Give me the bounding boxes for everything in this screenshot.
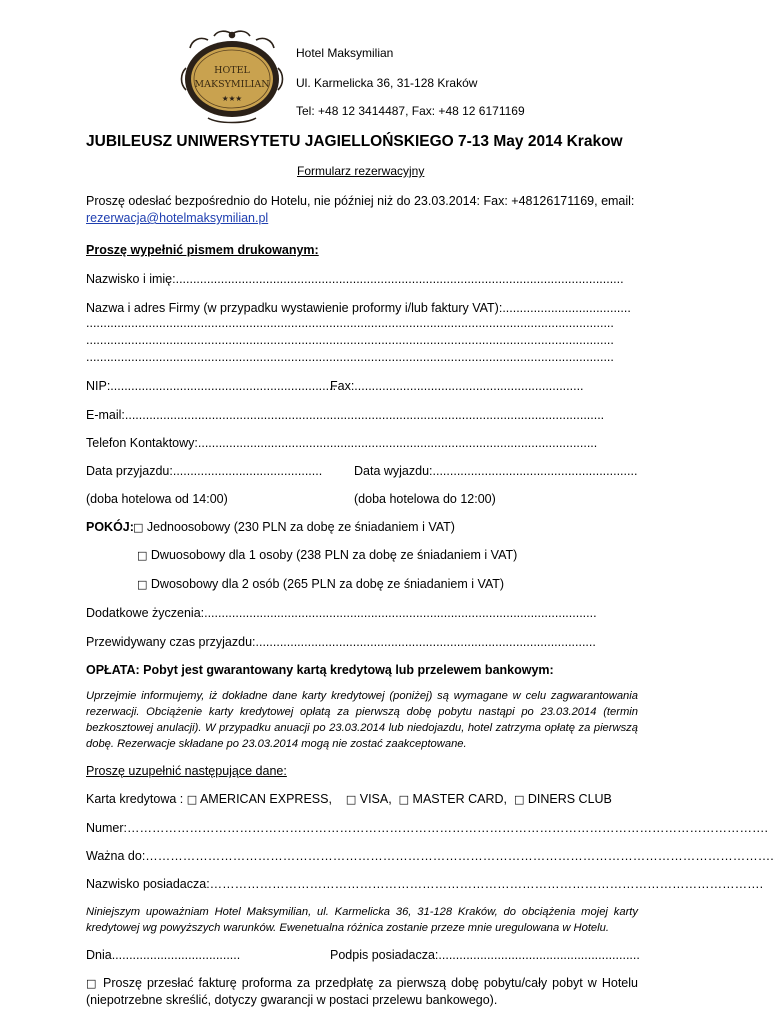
hotel-logo: [178, 28, 286, 128]
logo-line2: MAKSYMILIAN: [194, 79, 270, 90]
phone-field[interactable]: Telefon Kontaktowy:...................................................................................................................: [86, 436, 598, 450]
arrival-date-field[interactable]: Data przyjazdu:...........................................: [86, 464, 323, 478]
name-field[interactable]: Nazwisko i imię:.................................................................................................................................: [86, 272, 624, 286]
company-line-2[interactable]: ........................................................................................................................................................: [86, 333, 614, 347]
room-option-label: Dwosobowy dla 2 osób (265 PLN za dobę ze śniadaniem i VAT): [150, 577, 505, 591]
room-label: POKÓJ:: [86, 520, 134, 534]
card-label: Karta kredytowa :: [86, 792, 184, 806]
checkbox-icon[interactable]: □: [137, 578, 148, 591]
room-option-double[interactable]: [137, 577, 504, 591]
card-valid-field[interactable]: Ważna do:…………………………………………………………………………………………………………………………………….: [86, 849, 774, 863]
hotel-name: Hotel Maksymilian: [296, 46, 394, 60]
card-amex: AMERICAN EXPRESS,: [199, 792, 332, 806]
checkbox-icon[interactable]: □: [398, 793, 410, 806]
company-field[interactable]: Nazwa i adres Firmy (w przypadku wystawienie proformy i/lub faktury VAT):.....................................: [86, 301, 631, 315]
checkbox-icon[interactable]: □: [186, 793, 198, 806]
logo-line1: HOTEL: [214, 65, 250, 76]
card-holder-field[interactable]: Nazwisko posiadacza:…………………………………………………………………………………………………………………….: [86, 877, 764, 891]
nip-field[interactable]: NIP:.................................................................: [86, 379, 337, 393]
departure-date-field[interactable]: Data wyjazdu:...........................................................: [354, 464, 638, 478]
document-title: JUBILEUSZ UNIWERSYTETU JAGIELLOŃSKIEGO 7-13 May 2014 Krakow: [86, 133, 623, 150]
payment-heading: OPŁATA: Pobyt jest gwarantowany kartą kredytową lub przelewem bankowym:: [86, 663, 554, 677]
arrival-note: (doba hotelowa od 14:00): [86, 492, 228, 506]
invoice-request[interactable]: [86, 975, 638, 1009]
email-link[interactable]: rezerwacja@hotelmaksymilian.pl: [86, 211, 269, 225]
card-visa: VISA,: [359, 792, 392, 806]
checkbox-icon[interactable]: □: [137, 549, 148, 562]
checkbox-icon[interactable]: □: [86, 977, 98, 990]
card-number-field[interactable]: Numer:……………………………………………………………………………………………………………………………………….: [86, 821, 768, 835]
room-option-label: Jednoosobowy (230 PLN za dobę ze śniadaniem i VAT): [146, 520, 455, 534]
departure-note: (doba hotelowa do 12:00): [354, 492, 496, 506]
fill-note: Proszę uzupełnić następujące dane:: [86, 764, 287, 778]
card-diners: DINERS CLUB: [527, 792, 612, 806]
room-option-label: Dwuosobowy dla 1 osoby (238 PLN za dobę ze śniadaniem i VAT): [150, 548, 518, 562]
logo-stars: ★★★: [221, 94, 243, 103]
intro-paragraph: [86, 193, 638, 227]
hotel-contact: Tel: +48 12 3414487, Fax: +48 12 6171169: [296, 104, 525, 118]
intro-text: Proszę odesłać bezpośrednio do Hotelu, nie później niż do 23.03.2014: Fax: +48126171169, email:: [86, 194, 635, 208]
fax-field[interactable]: Fax:..................................................................: [330, 379, 584, 393]
room-option-single[interactable]: [133, 520, 455, 534]
checkbox-icon[interactable]: □: [513, 793, 525, 806]
room-option-double-single-use[interactable]: [137, 548, 517, 562]
payment-info: Uprzejmie informujemy, iż dokładne dane karty kredytowej (poniżej) są wymagane w celu zagwarantowania rezerwacji. Obciążenie karty kredytowej opłatą za pierwszą dobę pobytu nastąpi po 23.03.2014 (termin bezkosztowej anulacji). W przypadku anuacji po 23.03.2014 lub niedojazdu, hotel zatrzyma opłatę za pierwszą dobę. Rezerwacje składane po 23.03.2014 mogą nie zostać zaakceptowane.: [86, 690, 638, 750]
company-line-1[interactable]: ........................................................................................................................................................: [86, 316, 614, 330]
card-type-row: [86, 792, 612, 806]
card-mastercard: MASTER CARD,: [412, 792, 507, 806]
arrival-time-field[interactable]: Przewidywany czas przyjazdu:..................................................................................................: [86, 635, 596, 649]
email-field[interactable]: E-mail:..........................................................................................................................................: [86, 408, 605, 422]
form-subtitle: Formularz rezerwacyjny: [297, 164, 425, 178]
print-note: Proszę wypełnić pismem drukowanym:: [86, 243, 319, 257]
invoice-text: Proszę przesłać fakturę proforma za przedpłatę za pierwszą dobę pobytu/cały pobyt w Hotelu (niepotrzebne skreślić, dotyczy gwarancji w postaci przelewu bankowego).: [86, 976, 638, 1007]
signature-field[interactable]: Podpis posiadacza:..........................................................: [330, 948, 640, 962]
authorization-text: Niniejszym upoważniam Hotel Maksymilian, ul. Karmelicka 36, 31-128 Kraków, do obciążenia mojej karty kredytowej wg powyższych warunków. Ewenetualna różnica zostanie przeze mnie uregulowana w Hotelu.: [86, 906, 638, 934]
checkbox-icon[interactable]: □: [345, 793, 357, 806]
company-line-3[interactable]: ........................................................................................................................................................: [86, 350, 614, 364]
hotel-address: Ul. Karmelicka 36, 31-128 Kraków: [296, 76, 478, 90]
extra-wishes-field[interactable]: Dodatkowe życzenia:.................................................................................................................: [86, 606, 597, 620]
checkbox-icon[interactable]: □: [133, 521, 144, 534]
date-field[interactable]: Dnia.....................................: [86, 948, 241, 962]
